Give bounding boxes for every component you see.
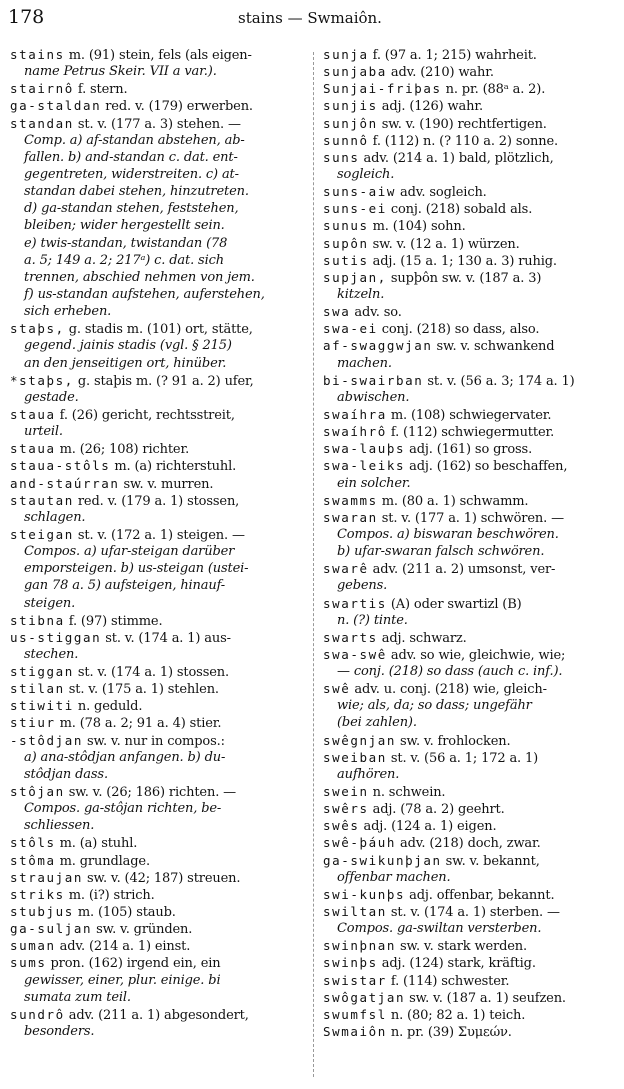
- dictionary-entry-line: [323, 749, 615, 766]
- headword: -stôdjan: [10, 732, 84, 748]
- entry-definition: adj. (78 a. 2) geehrt.: [368, 802, 505, 818]
- dictionary-entry-line: [323, 337, 615, 354]
- headword: *staþs,: [10, 372, 74, 388]
- entry-continuation-line: gan 78 a. 5) aufsteigen, hinauf-: [24, 578, 226, 594]
- entry-definition: sw. v. nur in compos.:: [83, 733, 225, 749]
- headword: ga-staldan: [10, 98, 102, 114]
- dictionary-entry-line: [10, 663, 302, 680]
- dictionary-entry-line: [10, 612, 302, 629]
- headword: bi-swairban: [323, 372, 424, 388]
- dictionary-entry-line: [323, 629, 615, 646]
- headword: swiltan: [323, 904, 387, 920]
- entry-definition: m. (104) sohn.: [368, 219, 466, 235]
- entry-definition: adv. sogleich.: [396, 185, 487, 201]
- dictionary-entry-line: [10, 1006, 302, 1023]
- entry-definition: adv. (214 a. 1) einst.: [55, 939, 191, 955]
- headword: swôgatjan: [323, 989, 406, 1005]
- entry-definition: m. (26; 108) richter.: [55, 442, 190, 458]
- headword: swaran: [323, 509, 378, 525]
- dictionary-entry-line: [323, 235, 615, 252]
- dictionary-entry-line: [323, 937, 615, 954]
- left-column: [10, 46, 302, 1040]
- headword: swa: [323, 304, 351, 320]
- dictionary-entry-line: [323, 183, 615, 200]
- entry-definition: n. geduld.: [73, 699, 143, 715]
- entry-definition: sw. v. stark werden.: [396, 939, 528, 955]
- entry-continuation-line: Compos. ga-stôjan richten, be-: [24, 801, 222, 817]
- headword: supôn: [323, 235, 369, 251]
- entry-continuation-line: schlagen.: [24, 509, 86, 525]
- entry-definition: red. v. (179 a. 1) stossen,: [73, 493, 240, 509]
- headword: sums: [10, 955, 47, 971]
- headword: stibna: [10, 612, 65, 628]
- headword: us-stiggan: [10, 629, 102, 645]
- dictionary-entry-line: [323, 509, 615, 526]
- entry-definition: sw. v. (187 a. 1) seufzen.: [405, 990, 566, 1006]
- dictionary-entry-line: [323, 372, 615, 389]
- headword: sunja: [323, 47, 369, 62]
- entry-continuation-line: fallen. b) and-standan c. dat. ent-: [24, 149, 238, 165]
- entry-continuation-line: steigen.: [24, 595, 76, 611]
- running-head: stains — Swmaiôn.: [238, 9, 382, 27]
- dictionary-entry-line: [323, 886, 615, 903]
- entry-continuation-line: — conj. (218) so dass (auch c. inf.).: [337, 664, 563, 680]
- dictionary-entry-line: [323, 63, 615, 80]
- headword: sunus: [323, 218, 369, 234]
- entry-continuation-line: gegend. jainis stadis (vgl. § 215): [24, 338, 232, 354]
- entry-definition: adv. (214 a. 1) bald, plötzlich,: [359, 150, 554, 166]
- dictionary-entry-line: [323, 595, 615, 612]
- headword: swêrs: [323, 801, 369, 817]
- dictionary-entry-line: [323, 97, 615, 114]
- entry-continuation-line: sumata zum teil.: [24, 989, 131, 1005]
- headword: swêgnjan: [323, 732, 397, 748]
- entry-definition: adv. (211 a. 2) umsonst, ver-: [368, 562, 556, 578]
- entry-definition: adv. u. conj. (218) wie, gleich-: [350, 682, 547, 698]
- headword: swa-ei: [323, 321, 378, 337]
- entry-continuation-line: f) us-standan aufstehen, auferstehen,: [24, 286, 265, 302]
- headword: swaíhrô: [323, 424, 387, 440]
- dictionary-entry-line: [10, 954, 302, 971]
- entry-continuation-line: gegentreten, widerstreiten. c) at-: [24, 166, 239, 182]
- dictionary-entry-line: [10, 834, 302, 851]
- entry-definition: sw. v. (26; 186) richten. —: [64, 785, 237, 801]
- dictionary-entry-line: [10, 526, 302, 543]
- headword: swartis: [323, 595, 387, 611]
- dictionary-entry-line: [323, 269, 615, 286]
- dictionary-entry-line: [10, 732, 302, 749]
- headword: standan: [10, 115, 74, 131]
- dictionary-entry-line: [323, 1023, 615, 1040]
- entry-continuation-line: trennen, abschied nehmen von jem.: [24, 269, 255, 285]
- dictionary-entry-line: [10, 920, 302, 937]
- entry-continuation-line: gebens.: [337, 578, 388, 594]
- entry-definition: adv. (218) doch, zwar.: [396, 836, 541, 852]
- headword: sunjôn: [323, 115, 378, 131]
- dictionary-entry-line: [10, 457, 302, 474]
- dictionary-entry-line: [323, 115, 615, 132]
- entry-continuation-line: an den jenseitigen ort, hinüber.: [24, 355, 227, 371]
- dictionary-entry-line: [10, 492, 302, 509]
- headword: sunjis: [323, 98, 378, 114]
- headword: Swmaiôn: [323, 1024, 387, 1040]
- headword: suns-ei: [323, 201, 387, 217]
- dictionary-entry-line: [10, 783, 302, 800]
- dictionary-entry-line: [323, 440, 615, 457]
- dictionary-entry-line: [10, 937, 302, 954]
- entry-definition: adj. (162) so beschaffen,: [405, 459, 568, 475]
- entry-continuation-line: b) ufar-swaran falsch schwören.: [337, 544, 545, 560]
- headword: swaíhra: [323, 406, 387, 422]
- headword: and-staúrran: [10, 475, 120, 491]
- dictionary-entry-line: [10, 46, 302, 63]
- headword: swamms: [323, 492, 378, 508]
- entry-definition: st. v. (56 a. 1; 172 a. 1): [386, 750, 539, 766]
- entry-definition: conj. (218) sobald als.: [386, 202, 533, 218]
- headword: sutis: [323, 252, 369, 268]
- entry-definition: adj. (124) stark, kräftig.: [377, 956, 536, 972]
- entry-definition: n. pr. (88ᵃ a. 2).: [441, 82, 546, 98]
- headword: ga-swikunþjan: [323, 852, 442, 868]
- dictionary-entry-line: [10, 475, 302, 492]
- headword: stôma: [10, 852, 56, 868]
- entry-continuation-line: Compos. ga-swiltan versterben.: [337, 921, 542, 937]
- headword: stiur: [10, 715, 56, 731]
- dictionary-entry-line: [323, 954, 615, 971]
- entry-definition: conj. (218) so dass, also.: [377, 322, 540, 338]
- entry-continuation-line: stôdjan dass.: [24, 766, 108, 782]
- entry-definition: m. (91) stein, fels (als eigen-: [64, 48, 252, 63]
- dictionary-entry-line: [323, 303, 615, 320]
- entry-definition: f. (97) stimme.: [64, 613, 163, 629]
- entry-definition: m. (i?) strich.: [64, 887, 155, 903]
- dictionary-entry-line: [323, 560, 615, 577]
- entry-definition: sw. v. gründen.: [92, 922, 193, 938]
- entry-continuation-line: wie; als, da; so dass; ungefähr: [337, 698, 532, 714]
- dictionary-entry-line: [323, 46, 615, 63]
- dictionary-entry-line: [10, 97, 302, 114]
- dictionary-entry-line: [10, 886, 302, 903]
- headword: swês: [323, 818, 360, 834]
- entry-definition: adj. (15 a. 1; 130 a. 3) ruhig.: [368, 253, 557, 269]
- entry-continuation-line: Compos. a) biswaran beschwören.: [337, 526, 559, 542]
- entry-continuation-line: Compos. a) ufar-steigan darüber: [24, 544, 235, 560]
- dictionary-entry-line: [323, 972, 615, 989]
- entry-continuation-line: gestade.: [24, 389, 79, 405]
- dictionary-entry-line: [323, 783, 615, 800]
- entry-continuation-line: schliessen.: [24, 818, 95, 834]
- headword: stiwiti: [10, 698, 74, 714]
- entry-definition: f. (112) n. (? 110 a. 2) sonne.: [368, 133, 558, 149]
- headword: af-swaggwjan: [323, 338, 433, 354]
- headword: supjan,: [323, 269, 387, 285]
- dictionary-entry-line: [323, 646, 615, 663]
- entry-definition: m. (a) stuhl.: [55, 836, 138, 852]
- headword: swinþs: [323, 955, 378, 971]
- dictionary-entry-line: [10, 903, 302, 920]
- headword: swistar: [323, 972, 387, 988]
- dictionary-entry-line: [323, 80, 615, 97]
- entry-definition: f. (97 a. 1; 215) wahrheit.: [368, 48, 537, 63]
- entry-continuation-line: stechen.: [24, 646, 79, 662]
- headword: staua: [10, 441, 56, 457]
- headword: sunnô: [323, 132, 369, 148]
- dictionary-entry-line: [323, 423, 615, 440]
- entry-definition: adv. (211 a. 1) abgesondert,: [64, 1007, 249, 1023]
- headword: ga-suljan: [10, 921, 93, 937]
- headword: steigan: [10, 526, 74, 542]
- headword: swein: [323, 784, 369, 800]
- entry-definition: supþôn sw. v. (187 a. 3): [386, 270, 542, 286]
- headword: stautan: [10, 492, 74, 508]
- entry-definition: st. v. (174 a. 1) aus-: [101, 630, 231, 646]
- dictionary-entry-line: [10, 852, 302, 869]
- entry-definition: sw. v. (42; 187) streuen.: [83, 870, 241, 886]
- headword: straujan: [10, 869, 84, 885]
- dictionary-entry-line: [10, 115, 302, 132]
- headword: suns: [323, 149, 360, 165]
- dictionary-entry-line: [323, 457, 615, 474]
- dictionary-entry-line: [10, 697, 302, 714]
- entry-definition: st. v. (177 a. 3) stehen. —: [73, 116, 241, 132]
- entry-definition: adj. (126) wahr.: [377, 99, 483, 115]
- entry-definition: adv. (210) wahr.: [386, 65, 494, 81]
- headword: striks: [10, 886, 65, 902]
- entry-continuation-line: a. 5; 149 a. 2; 217ᵃ) c. dat. sich: [24, 252, 224, 268]
- entry-definition: st. v. (175 a. 1) stehlen.: [64, 682, 219, 698]
- entry-continuation-line: gewisser, einer, plur. einige. bi: [24, 972, 221, 988]
- dictionary-entry-line: [323, 989, 615, 1006]
- dictionary-entry-line: [323, 834, 615, 851]
- entry-continuation-line: (bei zahlen).: [337, 715, 417, 731]
- entry-continuation-line: abwischen.: [337, 389, 410, 405]
- headword: swê-þáuh: [323, 835, 397, 851]
- headword: stubjus: [10, 904, 74, 920]
- headword: swa-leiks: [323, 458, 406, 474]
- dictionary-entry-line: [10, 680, 302, 697]
- headword: sunjaba: [323, 64, 387, 80]
- entry-definition: st. v. (174 a. 1) sterben. —: [386, 905, 560, 921]
- dictionary-entry-line: [323, 817, 615, 834]
- entry-continuation-line: besonders.: [24, 1024, 95, 1040]
- entry-definition: adj. offenbar, bekannt.: [405, 887, 555, 903]
- dictionary-entry-line: [10, 714, 302, 731]
- entry-definition: sw. v. (190) rechtfertigen.: [377, 116, 547, 132]
- entry-definition: (A) oder swartizl (B): [386, 596, 522, 612]
- headword: swarts: [323, 629, 378, 645]
- dictionary-entry-line: [10, 80, 302, 97]
- entry-definition: sw. v. frohlocken.: [396, 733, 511, 749]
- dictionary-entry-line: [323, 149, 615, 166]
- entry-definition: m. (105) staub.: [73, 905, 176, 921]
- entry-continuation-line: ein solcher.: [337, 475, 411, 491]
- headword: swarê: [323, 561, 369, 577]
- entry-continuation-line: standan dabei stehen, hinzutreten.: [24, 184, 249, 200]
- entry-definition: f. stern.: [73, 82, 128, 98]
- entry-definition: m. (a) richterstuhl.: [110, 459, 237, 475]
- entry-definition: m. grundlage.: [55, 853, 150, 869]
- entry-definition: red. v. (179) erwerben.: [101, 99, 253, 115]
- headword: stôls: [10, 835, 56, 851]
- dictionary-entry-line: [323, 252, 615, 269]
- entry-continuation-line: d) ga-standan stehen, feststehen,: [24, 201, 239, 217]
- dictionary-entry-line: [323, 680, 615, 697]
- column-divider: [313, 52, 314, 1077]
- headword: swê: [323, 681, 351, 697]
- entry-continuation-line: kitzeln.: [337, 286, 385, 302]
- entry-definition: adv. so wie, gleichwie, wie;: [386, 647, 566, 663]
- entry-definition: m. (78 a. 2; 91 a. 4) stier.: [55, 716, 222, 732]
- headword: stilan: [10, 681, 65, 697]
- entry-continuation-line: n. (?) tinte.: [337, 612, 408, 628]
- entry-continuation-line: emporsteigen. b) us-steigan (ustei-: [24, 561, 249, 577]
- entry-definition: n. pr. (39) Συμεών.: [386, 1025, 512, 1041]
- entry-continuation-line: a) ana-stôdjan anfangen. b) du-: [24, 749, 226, 765]
- dictionary-entry-line: [323, 903, 615, 920]
- right-column: [323, 46, 615, 1040]
- dictionary-entry-line: [323, 492, 615, 509]
- dictionary-entry-line: [10, 320, 302, 337]
- headword: stairnô: [10, 81, 74, 97]
- dictionary-entry-line: [323, 406, 615, 423]
- page-number: 178: [8, 6, 45, 28]
- entry-definition: g. stadis m. (101) ort, stätte,: [64, 322, 253, 338]
- dictionary-entry-line: [323, 200, 615, 217]
- headword: stains: [10, 47, 65, 62]
- entry-definition: adj. schwarz.: [377, 630, 467, 646]
- entry-definition: f. (114) schwester.: [386, 973, 510, 989]
- entry-definition: f. (26) gericht, rechtsstreit,: [55, 407, 235, 423]
- entry-definition: st. v. (177 a. 1) schwören. —: [377, 510, 564, 526]
- dictionary-entry-line: [323, 1006, 615, 1023]
- entry-definition: sw. v. murren.: [119, 476, 214, 492]
- headword: suman: [10, 938, 56, 954]
- dictionary-entry-line: [323, 217, 615, 234]
- dictionary-entry-line: [10, 372, 302, 389]
- entry-definition: sw. v. (12 a. 1) würzen.: [368, 236, 520, 252]
- headword: stôjan: [10, 784, 65, 800]
- entry-definition: adj. (124 a. 1) eigen.: [359, 819, 497, 835]
- dictionary-entry-line: [10, 869, 302, 886]
- headword: swa-lauþs: [323, 441, 406, 457]
- headword: swi-kunþs: [323, 886, 406, 902]
- headword: stiggan: [10, 664, 74, 680]
- entry-definition: sw. v. bekannt,: [441, 853, 540, 869]
- headword: staua-stôls: [10, 458, 111, 474]
- entry-definition: pron. (162) irgend ein, ein: [46, 956, 221, 972]
- dictionary-entry-line: [323, 852, 615, 869]
- headword: sundrô: [10, 1006, 65, 1022]
- entry-definition: st. v. (174 a. 1) stossen.: [73, 665, 229, 681]
- dictionary-entry-line: [323, 800, 615, 817]
- entry-definition: n. schwein.: [368, 785, 446, 801]
- headword: sweiban: [323, 749, 387, 765]
- entry-continuation-line: machen.: [337, 355, 392, 371]
- entry-continuation-line: sich erheben.: [24, 304, 112, 320]
- headword: Sunjai-friþas: [323, 81, 442, 97]
- entry-continuation-line: offenbar machen.: [337, 869, 451, 885]
- entry-definition: st. v. (172 a. 1) steigen. —: [73, 527, 245, 543]
- entry-continuation-line: e) twis-standan, twistandan (78: [24, 235, 228, 251]
- entry-definition: adv. so.: [350, 305, 402, 321]
- dictionary-entry-line: [323, 132, 615, 149]
- dictionary-entry-line: [323, 732, 615, 749]
- headword: swumfsl: [323, 1006, 387, 1022]
- entry-definition: g. staþis m. (? 91 a. 2) ufer,: [73, 373, 254, 389]
- entry-continuation-line: urteil.: [24, 424, 63, 440]
- entry-continuation-line: sogleich.: [337, 166, 395, 182]
- dictionary-entry-line: [10, 440, 302, 457]
- dictionary-entry-line: [10, 406, 302, 423]
- entry-definition: n. (80; 82 a. 1) teich.: [386, 1007, 526, 1023]
- dictionary-entry-line: [323, 320, 615, 337]
- headword: swinþnan: [323, 938, 397, 954]
- headword: staþs,: [10, 321, 65, 337]
- entry-definition: sw. v. schwankend: [432, 339, 555, 355]
- entry-definition: m. (80 a. 1) schwamm.: [377, 493, 529, 509]
- dictionary-entry-line: [10, 629, 302, 646]
- headword: staua: [10, 406, 56, 422]
- entry-continuation-line: name Petrus Skeir. VII a var.).: [24, 64, 217, 80]
- entry-definition: m. (108) schwiegervater.: [386, 407, 552, 423]
- headword: swa-swê: [323, 646, 387, 662]
- entry-continuation-line: aufhören.: [337, 766, 400, 782]
- headword: suns-aiw: [323, 184, 397, 200]
- entry-continuation-line: bleiben; wider hergestellt sein.: [24, 218, 225, 234]
- entry-continuation-line: Comp. a) af-standan abstehen, ab-: [24, 132, 245, 148]
- entry-definition: f. (112) schwiegermutter.: [386, 425, 555, 441]
- page-header: [8, 4, 612, 34]
- entry-definition: adj. (161) so gross.: [405, 442, 533, 458]
- entry-definition: st. v. (56 a. 3; 174 a. 1): [423, 373, 575, 389]
